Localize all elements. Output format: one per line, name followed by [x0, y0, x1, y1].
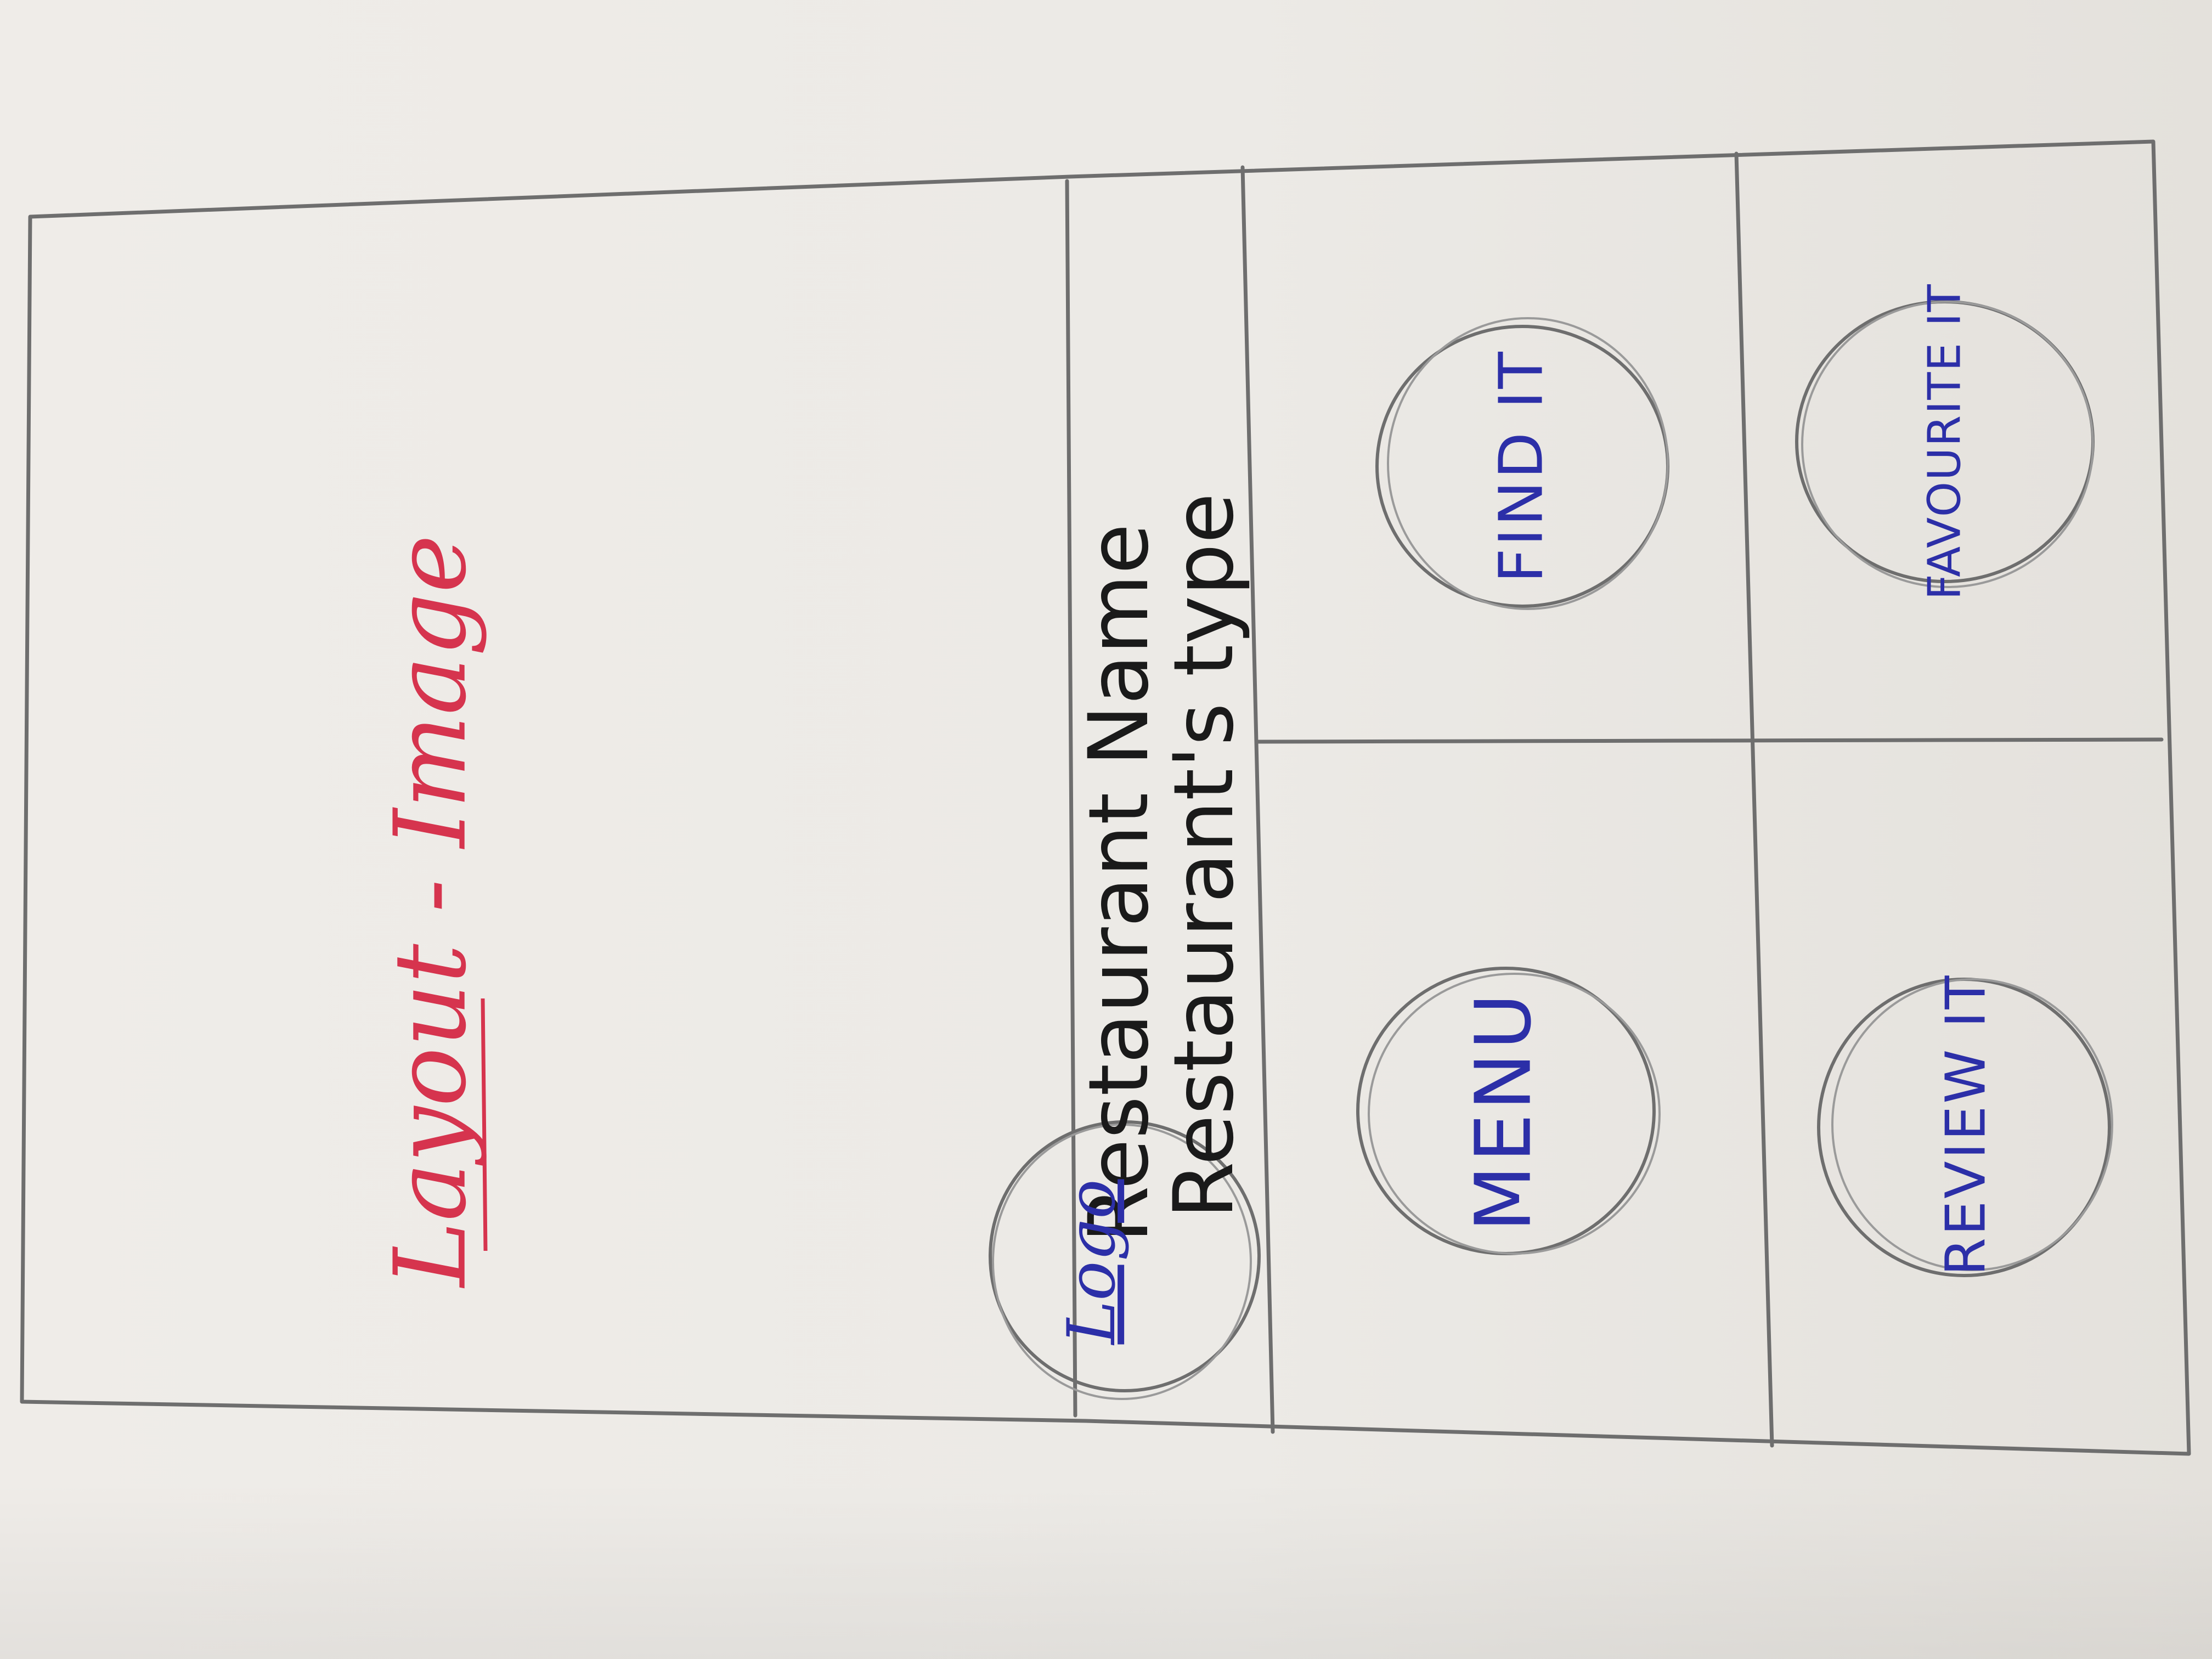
annotation-title	[374, 534, 488, 1288]
annotation-underline	[483, 998, 486, 1251]
find-it-button-label: FIND IT	[1486, 349, 1556, 583]
menu-button[interactable]	[1459, 990, 1549, 1232]
review-it-button-label: REVIEW IT	[1933, 973, 1998, 1276]
restaurant-name-group	[1071, 523, 1167, 1243]
grid-row-divider	[1736, 154, 1772, 1446]
menu-button-label: MENU	[1459, 990, 1549, 1232]
annotation-title-text: Layout - Image	[373, 534, 488, 1287]
find-it-button[interactable]	[1486, 349, 1556, 583]
logo-label: Logo	[1054, 1179, 1131, 1345]
grid-column-divider	[1256, 740, 2162, 742]
restaurant-type-group	[1156, 493, 1252, 1218]
favourite-it-button[interactable]	[1918, 283, 1971, 600]
logo-label-group	[1054, 1180, 1130, 1346]
review-it-button[interactable]	[1933, 974, 1997, 1276]
favourite-it-button-label: FAVOURITE IT	[1918, 283, 1971, 600]
restaurant-name: Restaurant Name	[1071, 523, 1167, 1243]
restaurant-type: Restaurant's type	[1156, 493, 1252, 1219]
